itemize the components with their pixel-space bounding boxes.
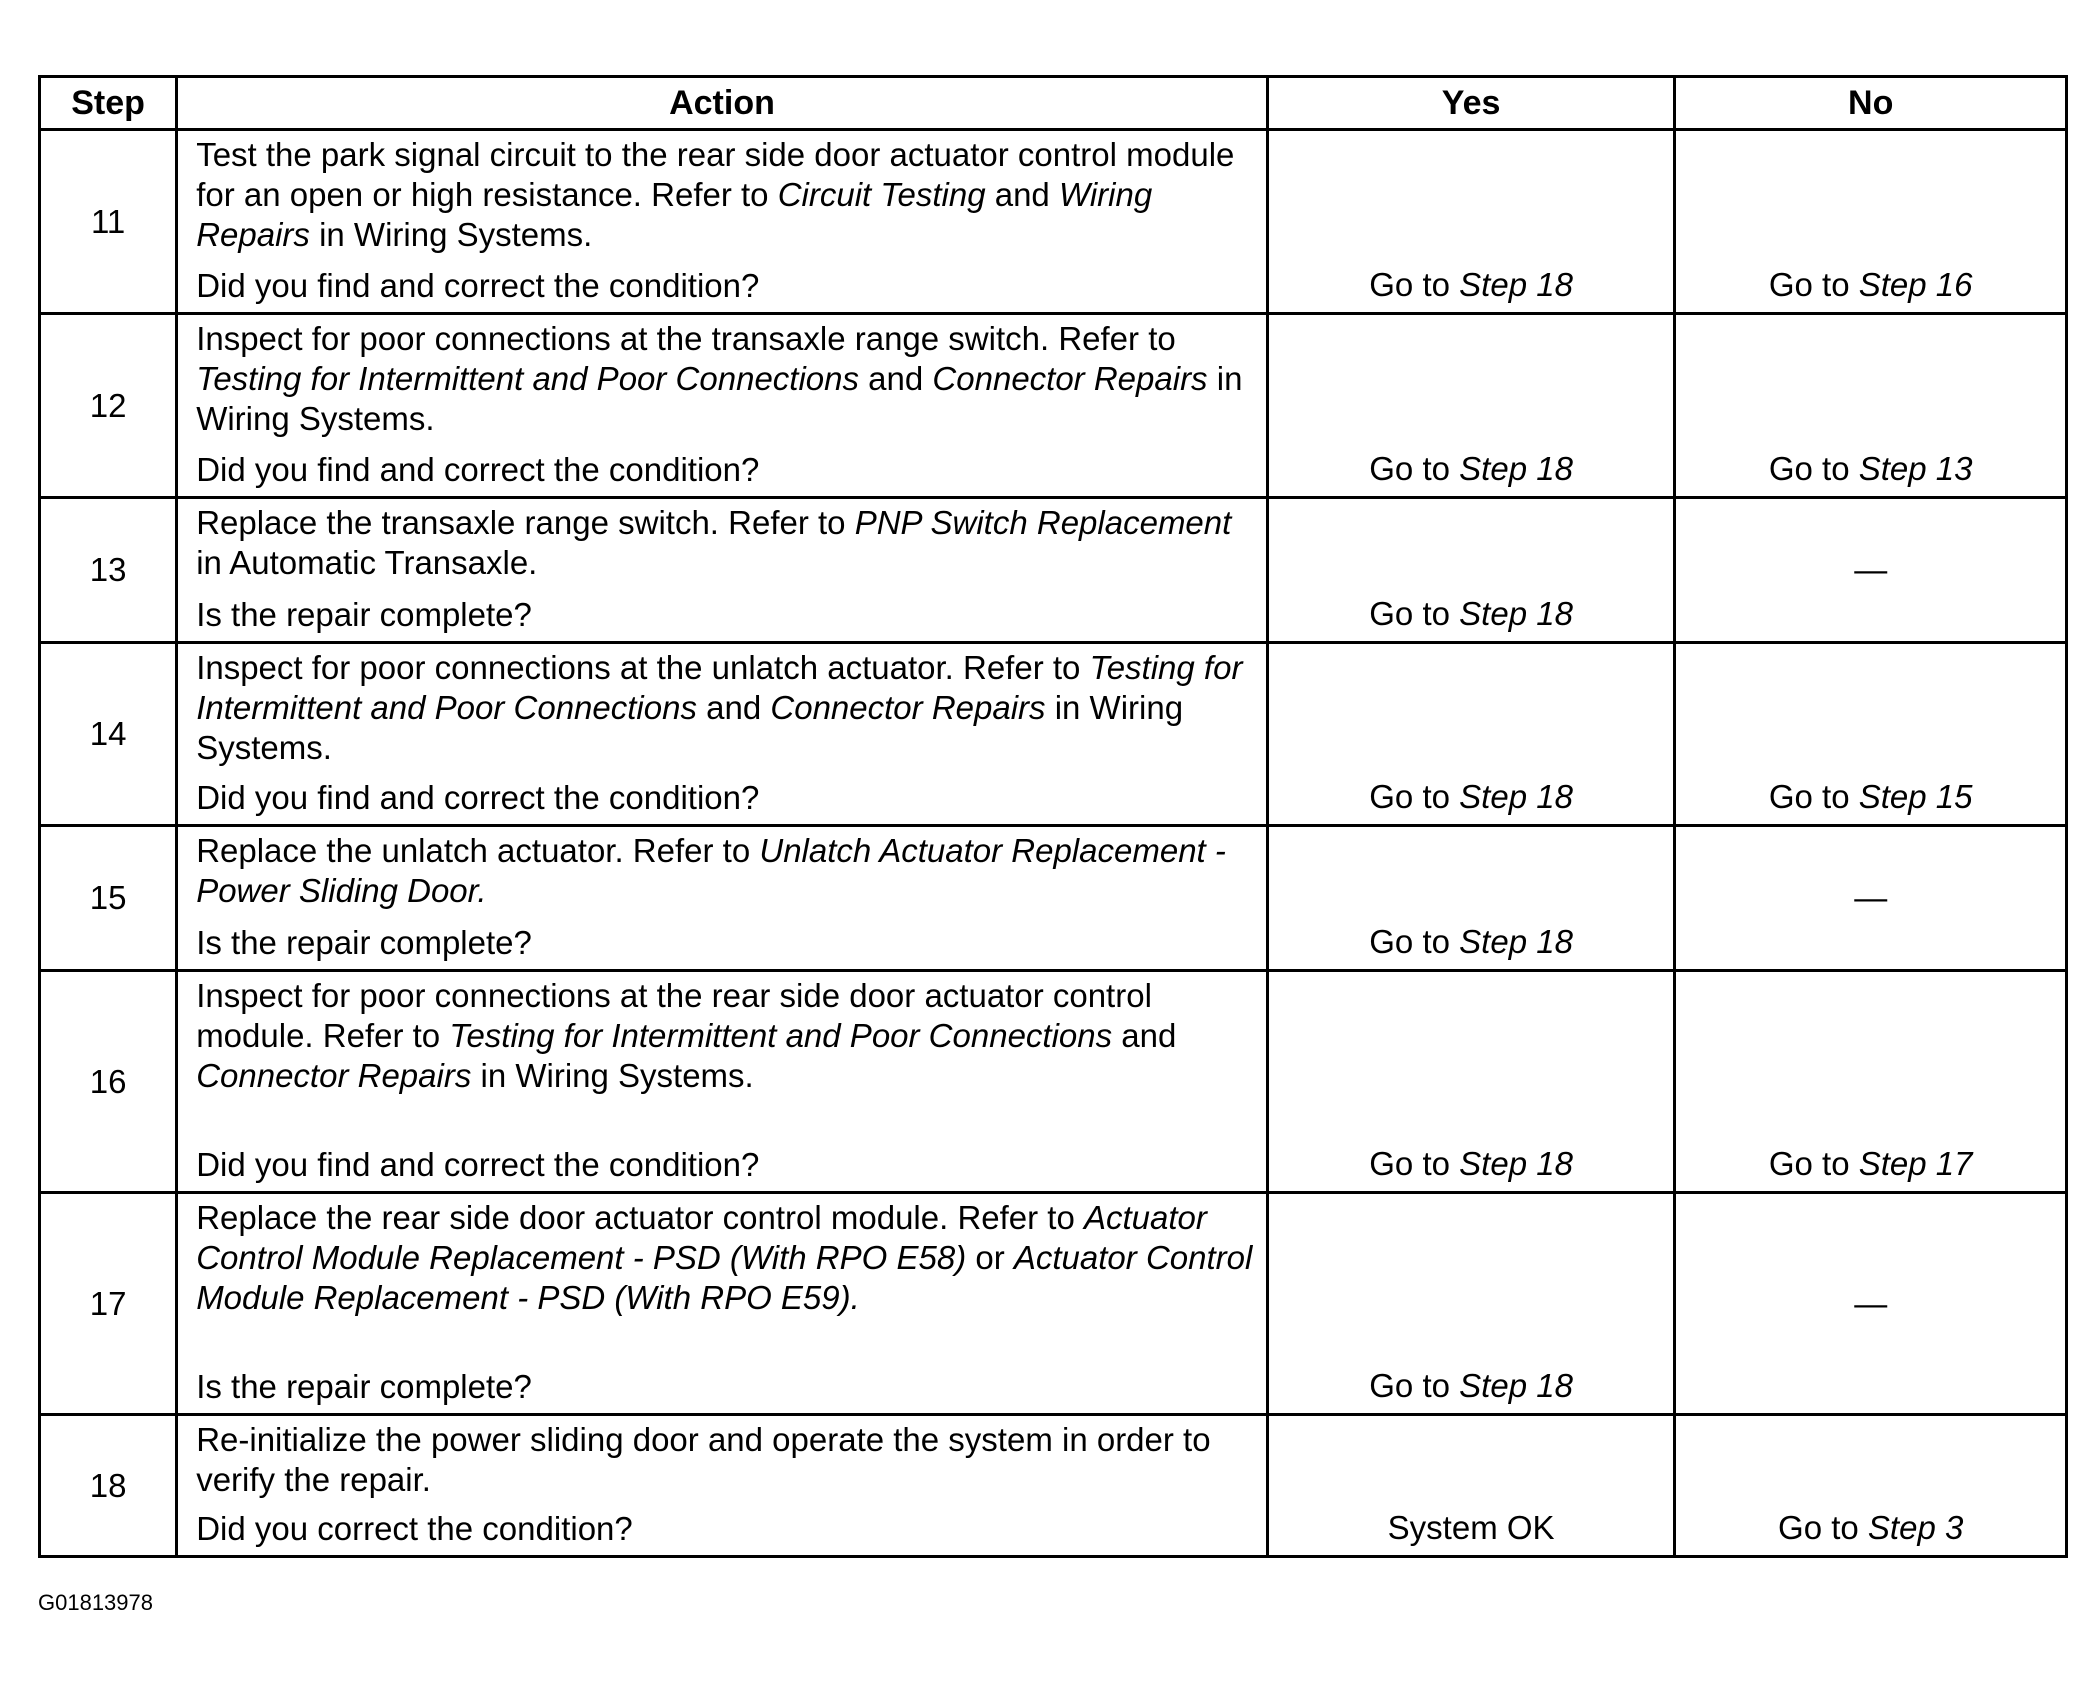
action-question: Did you correct the condition? <box>196 1510 633 1547</box>
yes-result-text: Go to <box>1369 266 1460 303</box>
action-cell <box>177 971 1268 1193</box>
no-result <box>1675 314 2067 498</box>
no-result <box>1675 1415 2067 1557</box>
action-content <box>178 1416 1266 1555</box>
action-content <box>178 499 1266 641</box>
table-row <box>40 1193 2067 1415</box>
action-instruction <box>196 648 1258 768</box>
yes-result-text: System OK <box>1387 1509 1555 1546</box>
yes-step-reference: Step 18 <box>1459 266 1573 303</box>
action-question: Did you find and correct the condition? <box>196 1146 760 1183</box>
no-step-reference: Step 17 <box>1858 1145 1973 1182</box>
reference-link-text: Actuator Control Module Replacement - PSD (With RPO E59). <box>196 1239 1253 1316</box>
yes-result-text: Go to <box>1369 595 1460 632</box>
yes-result <box>1267 826 1675 971</box>
no-step-reference: Step 16 <box>1858 266 1973 303</box>
reference-link-text: Testing for Intermittent and Poor Connections <box>449 1017 1113 1054</box>
no-result-text: Go to <box>1778 1509 1868 1546</box>
step-number: 17 <box>40 1193 177 1415</box>
header-step: Step <box>40 77 177 130</box>
yes-result <box>1267 314 1675 498</box>
instruction-text: in Wiring Systems. <box>196 360 1243 437</box>
action-content <box>178 131 1266 312</box>
reference-link-text: Testing for Intermittent and Poor Connections <box>196 360 860 397</box>
action-cell <box>177 643 1268 826</box>
reference-link-text: Wiring Repairs <box>196 176 1153 253</box>
yes-result-text: Go to <box>1369 923 1460 960</box>
table-row <box>40 1415 2067 1557</box>
yes-result-text: Go to <box>1369 1367 1460 1404</box>
step-number: 15 <box>40 826 177 971</box>
yes-result <box>1267 643 1675 826</box>
instruction-text: in Automatic Transaxle. <box>196 544 538 581</box>
no-result-text: Go to <box>1768 450 1859 487</box>
header-row <box>40 77 2067 130</box>
yes-step-reference: Step 18 <box>1459 450 1573 487</box>
step-number: 14 <box>40 643 177 826</box>
header-action: Action <box>177 77 1268 130</box>
header-yes: Yes <box>1267 77 1675 130</box>
header-no: No <box>1675 77 2067 130</box>
step-number: 16 <box>40 971 177 1193</box>
action-cell <box>177 1193 1268 1415</box>
reference-link-text: Testing for Intermittent and Poor Connections <box>196 649 1243 726</box>
yes-step-reference: Step 18 <box>1459 778 1573 815</box>
instruction-text: Test the park signal circuit to the rear side door actuator control module for an open or high resistance. Refer to <box>196 136 1235 213</box>
table-row <box>40 971 2067 1193</box>
instruction-text: Inspect for poor connections at the unlatch actuator. Refer to <box>196 649 1090 686</box>
instruction-text: Inspect for poor connections at the transaxle range switch. Refer to <box>196 320 1176 357</box>
yes-result-text: Go to <box>1369 1145 1460 1182</box>
action-content <box>178 972 1266 1191</box>
yes-result <box>1267 1193 1675 1415</box>
instruction-text: and <box>1112 1017 1177 1054</box>
action-cell <box>177 1415 1268 1557</box>
instruction-text: in Wiring Systems. <box>196 689 1184 766</box>
reference-link-text: Actuator Control Module Replacement - PSD (With RPO E58) <box>196 1199 1207 1276</box>
action-question: Did you find and correct the condition? <box>196 267 760 304</box>
table-row <box>40 826 2067 971</box>
step-number: 12 <box>40 314 177 498</box>
no-result-text: Go to <box>1768 1145 1859 1182</box>
no-step-reference: Step 15 <box>1858 778 1973 815</box>
action-content <box>178 827 1266 969</box>
action-instruction <box>196 1420 1258 1500</box>
instruction-text: Re-initialize the power sliding door and operate the system in order to verify the repair. <box>196 1421 1211 1498</box>
instruction-text: in Wiring Systems. <box>309 216 593 253</box>
no-step-reference: Step 3 <box>1867 1509 1964 1546</box>
no-result <box>1675 826 2067 971</box>
yes-step-reference: Step 18 <box>1459 923 1573 960</box>
instruction-text: Inspect for poor connections at the rear side door actuator control module. Refer to <box>196 977 1152 1054</box>
no-result-text: — <box>1854 1284 1888 1322</box>
step-number: 13 <box>40 498 177 643</box>
instruction-text: and <box>696 689 771 726</box>
yes-result <box>1267 1415 1675 1557</box>
reference-link-text: Unlatch Actuator Replacement - Power Sliding Door. <box>196 832 1226 909</box>
table-row <box>40 314 2067 498</box>
table-row <box>40 498 2067 643</box>
no-result <box>1675 643 2067 826</box>
action-cell <box>177 498 1268 643</box>
action-content <box>178 315 1266 496</box>
yes-result <box>1267 498 1675 643</box>
action-instruction <box>196 319 1258 439</box>
yes-result <box>1267 130 1675 314</box>
no-result <box>1675 130 2067 314</box>
no-result-text: — <box>1854 551 1888 588</box>
no-result <box>1675 1193 2067 1415</box>
action-question: Did you find and correct the condition? <box>196 451 760 488</box>
action-question: Did you find and correct the condition? <box>196 779 760 816</box>
action-question: Is the repair complete? <box>196 1368 532 1405</box>
reference-link-text: Circuit Testing <box>777 176 986 213</box>
action-instruction <box>196 976 1258 1096</box>
instruction-text: and <box>985 176 1059 213</box>
instruction-text: Replace the unlatch actuator. Refer to <box>196 832 760 869</box>
diagnostic-table <box>38 75 2068 1558</box>
instruction-text: and <box>859 360 933 397</box>
reference-link-text: PNP Switch Replacement <box>854 504 1232 541</box>
action-question: Is the repair complete? <box>196 924 532 961</box>
action-cell <box>177 130 1268 314</box>
figure-id: G01813978 <box>38 1590 153 1615</box>
action-instruction <box>196 831 1258 911</box>
reference-link-text: Connector Repairs <box>932 360 1208 397</box>
action-question: Is the repair complete? <box>196 596 532 633</box>
yes-step-reference: Step 18 <box>1459 595 1573 632</box>
action-cell <box>177 826 1268 971</box>
step-number: 11 <box>40 130 177 314</box>
table-body <box>40 130 2067 1557</box>
yes-result-text: Go to <box>1369 450 1460 487</box>
no-result-text: Go to <box>1768 266 1859 303</box>
table-row <box>40 130 2067 314</box>
action-cell <box>177 314 1268 498</box>
yes-step-reference: Step 18 <box>1459 1145 1573 1182</box>
yes-step-reference: Step 18 <box>1459 1367 1573 1404</box>
step-number: 18 <box>40 1415 177 1557</box>
action-content <box>178 644 1266 824</box>
no-result <box>1675 971 2067 1193</box>
instruction-text: in Wiring Systems. <box>471 1057 754 1094</box>
no-step-reference: Step 13 <box>1858 450 1973 487</box>
reference-link-text: Connector Repairs <box>770 689 1046 726</box>
yes-result-text: Go to <box>1369 778 1460 815</box>
instruction-text: Replace the transaxle range switch. Refer to <box>196 504 855 541</box>
reference-link-text: Connector Repairs <box>196 1057 472 1094</box>
yes-result <box>1267 971 1675 1193</box>
action-instruction <box>196 1198 1258 1318</box>
no-result-text: — <box>1854 879 1888 916</box>
action-instruction <box>196 503 1258 583</box>
no-result <box>1675 498 2067 643</box>
no-result-text: Go to <box>1768 778 1859 815</box>
action-instruction <box>196 135 1258 255</box>
instruction-text: or <box>966 1239 1014 1276</box>
instruction-text: Replace the rear side door actuator control module. Refer to <box>196 1199 1084 1236</box>
action-content <box>178 1194 1266 1413</box>
table-row <box>40 643 2067 826</box>
